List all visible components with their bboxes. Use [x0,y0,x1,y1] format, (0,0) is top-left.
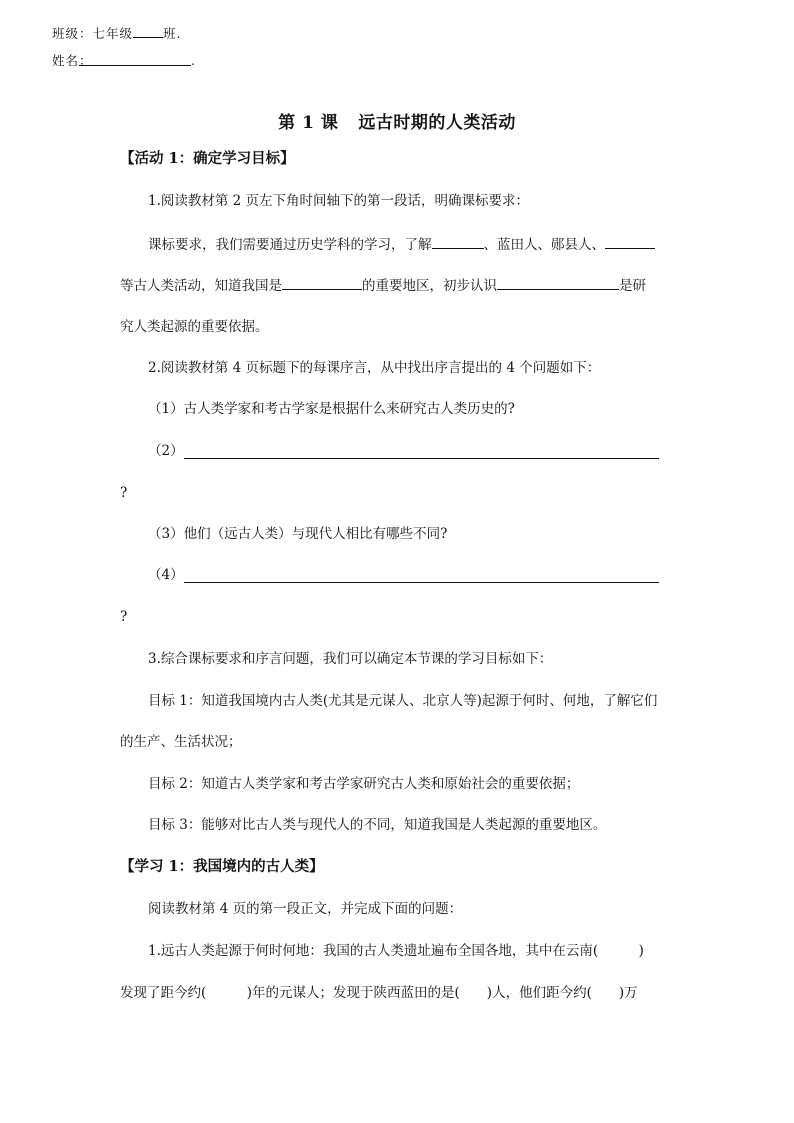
study1-q1-line1: 1.远古人类起源于何时何地：我国的古人类遗址遍布全国各地，其中在云南( ) [148,943,644,959]
question-4-label: （4） [148,567,184,583]
goal-1-line1: 目标 1：知道我国境内古人类(尤其是元谋人、北京人等)起源于何时、何地，了解它们 [148,693,658,709]
item1-line2 [120,276,646,295]
blank-important-region[interactable] [282,276,362,290]
name-line [52,52,196,70]
item1-intro: 1.阅读教材第 2 页左下角时间轴下的第一段话，明确课标要求： [148,193,530,209]
name-colon: ： [79,53,93,68]
goal-1-line2: 的生产、生活状况； [120,734,242,750]
item1-line2-text-b: 的重要地区，初步认识 [362,278,497,294]
name-label: 姓名 [52,53,80,68]
question-2-end: ? [120,485,128,501]
page-title [0,108,794,133]
item3-intro: 3.综合课标要求和序言问题，我们可以确定本节课的学习目标如下： [148,651,553,667]
class-suffix: 班. [163,26,182,41]
goal-2: 目标 2：知道古人类学家和考古学家研究古人类和原始社会的重要依据； [148,776,580,792]
question-2-blank[interactable] [184,458,659,459]
name-suffix: . [191,53,196,68]
name-blank[interactable] [79,52,191,66]
item2-intro: 2.阅读教材第 4 页标题下的每课序言，从中找出序言提出的 4 个问题如下： [148,360,601,376]
item1-line2-text-a: 等古人类活动，知道我国是 [120,278,282,294]
item1-line3: 究人类起源的重要依据。 [120,319,269,335]
blank-basis[interactable] [497,276,619,290]
lesson-number: 第 1 课 [278,113,339,133]
goal-3: 目标 3：能够对比古人类与现代人的不同，知道我国是人类起源的重要地区。 [148,817,607,833]
question-1: （1）古人类学家和考古学家是根据什么来研究古人类历史的? [148,401,515,417]
lesson-name: 远古时期的人类活动 [358,113,516,133]
question-3: （3）他们（远古人类）与现代人相比有哪些不同? [148,526,448,542]
class-label: 班级：七年级 [52,26,134,41]
study1-q1-line2: 发现了距今约( )年的元谋人；发现于陕西蓝田的是( )人，他们距今约( )万 [120,985,638,1001]
question-2-label: （2） [148,443,184,459]
study1-intro: 阅读教材第 4 页的第一段正文，并完成下面的问题： [148,901,463,917]
blank-other-human[interactable] [605,235,655,249]
blank-early-human[interactable] [432,235,484,249]
question-4-end: ? [120,609,128,625]
activity1-heading: 【活动 1：确定学习目标】 [120,150,295,167]
item1-line1-text-b: 、蓝田人、郧县人、 [483,237,605,253]
item1-line1 [148,235,655,254]
item1-line1-text-a: 课标要求，我们需要通过历史学科的学习，了解 [148,237,432,253]
question-4-blank[interactable] [184,582,659,583]
class-blank[interactable] [133,24,163,38]
study1-heading: 【学习 1：我国境内的古人类】 [120,858,324,875]
class-line [52,24,182,43]
item1-line2-text-c: 是研 [619,278,646,294]
